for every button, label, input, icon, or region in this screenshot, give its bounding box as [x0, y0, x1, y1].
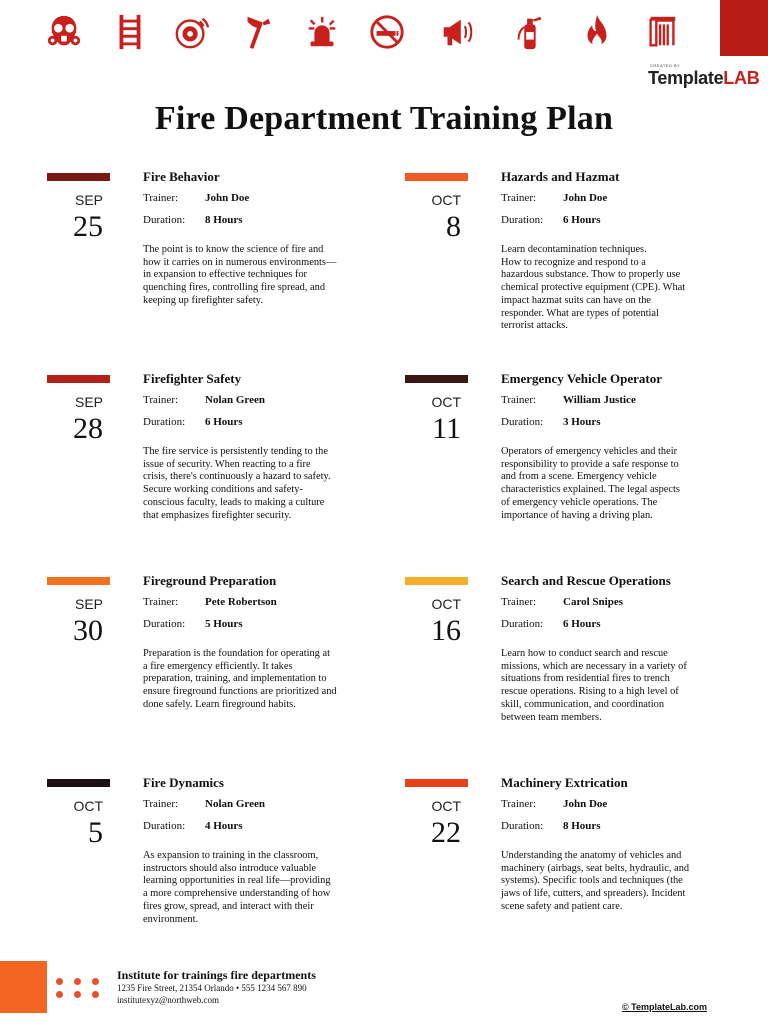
- accent-bar: [47, 375, 110, 383]
- training-entry: [47, 371, 405, 565]
- entry-title: Hazards and Hazmat: [501, 169, 620, 184]
- duration-label: Duration:: [501, 618, 544, 630]
- training-entry: [405, 775, 763, 969]
- entry-month: SEP: [74, 394, 103, 410]
- accent-bar: [405, 173, 468, 181]
- entry-day: 28: [73, 412, 103, 445]
- entry-month: OCT: [73, 798, 103, 814]
- trainer-value: Nolan Green: [205, 394, 265, 406]
- trainer-value: Pete Robertson: [205, 596, 277, 608]
- entry-day: 8: [446, 210, 461, 243]
- accent-bar: [405, 779, 468, 787]
- accent-bar: [47, 577, 110, 585]
- entry-title: Search and Rescue Operations: [501, 573, 671, 588]
- trainer-label: Trainer:: [143, 798, 179, 810]
- accent-bar: [405, 375, 468, 383]
- duration-value: 8 Hours: [563, 820, 601, 832]
- trainer-label: Trainer:: [501, 192, 537, 204]
- logo-name-accent: LAB: [723, 68, 760, 88]
- entry-month: OCT: [431, 596, 461, 612]
- training-entry: [47, 573, 405, 767]
- fire-axe-icon: [237, 10, 277, 54]
- dot: [92, 991, 99, 998]
- entry-day: 22: [431, 816, 461, 849]
- trainer-value: John Doe: [205, 192, 250, 204]
- training-entry: [405, 573, 763, 767]
- gas-mask-icon: [44, 10, 84, 54]
- duration-value: 4 Hours: [205, 820, 243, 832]
- duration-label: Duration:: [501, 820, 544, 832]
- duration-label: Duration:: [143, 618, 186, 630]
- duration-label: Duration:: [143, 416, 186, 428]
- trainer-label: Trainer:: [501, 394, 537, 406]
- no-smoking-icon: [367, 10, 407, 54]
- duration-value: 3 Hours: [563, 416, 601, 428]
- logo-name: Template: [648, 68, 724, 88]
- logo-tagline: CREATED BY: [650, 63, 681, 68]
- megaphone-icon: [437, 10, 477, 54]
- copyright-link[interactable]: © TemplateLab.com: [622, 1002, 707, 1012]
- entry-description: The fire service is persistently tending to the issue of security. When reacting to a fire crisis, there's continuously a hazard to safety. Secure working conditions and safety- conscious faculty, leads to making a culture that emphasizes firefighter security.: [143, 446, 331, 521]
- duration-value: 6 Hours: [205, 416, 243, 428]
- entry-description: Operators of emergency vehicles and their responsibility to provide a safe response to and from a scene. Emergency vehicle characteristics explained. The legal aspects of emergency vehicle operations. The importance of having a driving plan.: [501, 446, 680, 521]
- trainer-value: John Doe: [563, 192, 608, 204]
- entry-description: Understanding the anatomy of vehicles and machinery (airbags, seat belts, hydraulic, and systems). Specific tools and techniques (the jaws of life, cutters, and spreaders). Incident scene safety and patient care.: [501, 850, 690, 912]
- training-entry: [405, 371, 763, 565]
- duration-value: 5 Hours: [205, 618, 243, 630]
- duration-label: Duration:: [501, 214, 544, 226]
- duration-value: 6 Hours: [563, 618, 601, 630]
- dot: [92, 978, 99, 985]
- entry-day: 5: [88, 816, 103, 849]
- entry-month: OCT: [431, 192, 461, 208]
- flame-icon: [577, 10, 617, 54]
- entry-month: SEP: [74, 596, 103, 612]
- entry-description: The point is to know the science of fire and how it carries on in numerous environments— in expansion to effective techniques for quenching fires, controlling fire spread, and keeping up firefighter safety.: [143, 244, 337, 306]
- trainer-label: Trainer:: [143, 192, 179, 204]
- trainer-label: Trainer:: [143, 394, 179, 406]
- entry-description: Learn decontamination techniques. How to recognize and respond to a hazardous substance. Thow to properly use chemical protective equipment (CPE). What impact hazmat suits can have on the responder. What are types of potential terrorist attacks.: [501, 244, 686, 332]
- entry-title: Emergency Vehicle Operator: [501, 371, 663, 386]
- trainer-value: William Justice: [563, 394, 636, 406]
- trainer-value: John Doe: [563, 798, 608, 810]
- trainer-value: Nolan Green: [205, 798, 265, 810]
- brand-corner-block: [720, 0, 768, 56]
- footer-accent-block: [0, 961, 47, 1013]
- entry-day: 25: [73, 210, 103, 243]
- fire-alarm-bell-icon: [172, 10, 212, 54]
- training-entry: [47, 775, 405, 969]
- fire-extinguisher-icon: [509, 10, 549, 54]
- accent-bar: [47, 779, 110, 787]
- trainer-label: Trainer:: [501, 596, 537, 608]
- fire-hose-icon: [642, 10, 682, 54]
- entry-title: Fire Dynamics: [143, 775, 224, 790]
- templatelab-logo: [648, 63, 760, 88]
- trainer-value: Carol Snipes: [563, 596, 624, 608]
- entry-description: As expansion to training in the classroom, instructors should also introduce valuable learning opportunities in real life—providing a more comprehensive understanding of how fires grow, spread, and interact with their environment.: [143, 850, 331, 925]
- entry-title: Fire Behavior: [143, 169, 220, 184]
- entry-day: 30: [73, 614, 103, 647]
- dot: [74, 991, 81, 998]
- entry-title: Firefighter Safety: [143, 371, 242, 386]
- entry-title: Fireground Preparation: [143, 573, 277, 588]
- entry-day: 11: [432, 412, 461, 445]
- dot: [56, 991, 63, 998]
- entry-title: Machinery Extrication: [501, 775, 628, 790]
- ladder-icon: [110, 10, 150, 54]
- entry-description: Learn how to conduct search and rescue missions, which are necessary in a variety of situations from residential fires to trench rescue operations. Rising to a high level of skill, communication, and coordination between team members.: [501, 648, 687, 723]
- entry-month: OCT: [431, 394, 461, 410]
- dot: [56, 978, 63, 985]
- entry-description: Preparation is the foundation for operating at a fire emergency efficiently. It takes preparation, training, and implementation to ensure fireground functions are prioritized and done safely. Learn fireground habits.: [143, 648, 337, 710]
- trainer-label: Trainer:: [143, 596, 179, 608]
- entry-month: SEP: [74, 192, 103, 208]
- page-title: Fire Department Training Plan: [154, 100, 614, 137]
- trainer-label: Trainer:: [501, 798, 537, 810]
- training-entry: [405, 169, 763, 363]
- dot: [74, 978, 81, 985]
- footer-org-name: Institute for trainings fire departments: [117, 968, 316, 982]
- duration-label: Duration:: [143, 820, 186, 832]
- duration-value: 6 Hours: [563, 214, 601, 226]
- accent-bar: [405, 577, 468, 585]
- emergency-siren-icon: [302, 10, 342, 54]
- accent-bar: [47, 173, 110, 181]
- footer-email[interactable]: institutexyz@northweb.com: [117, 995, 220, 1005]
- duration-value: 8 Hours: [205, 214, 243, 226]
- entry-month: OCT: [431, 798, 461, 814]
- duration-label: Duration:: [143, 214, 186, 226]
- entry-day: 16: [431, 614, 461, 647]
- footer-address: 1235 Fire Street, 21354 Orlando • 555 1234 567 890: [117, 983, 307, 993]
- training-entry: [47, 169, 405, 363]
- icon-row: [44, 10, 684, 54]
- duration-label: Duration:: [501, 416, 544, 428]
- footer-dots: [56, 978, 102, 1000]
